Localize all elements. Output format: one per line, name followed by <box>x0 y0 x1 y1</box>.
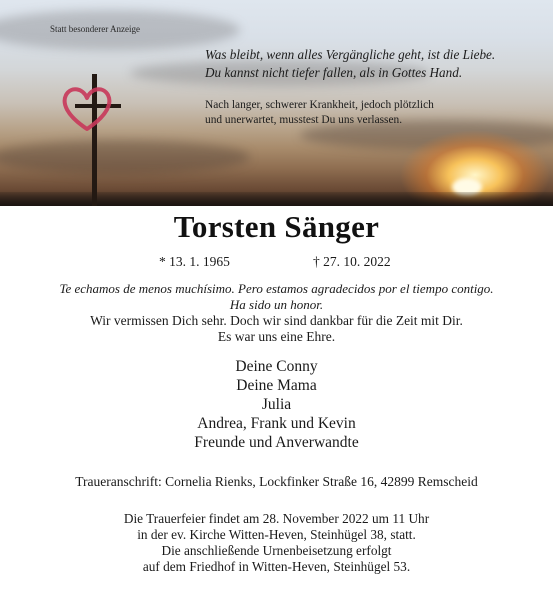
message-line: Es war uns eine Ehre. <box>217 329 336 344</box>
funeral-line: Die anschließende Urnenbeisetzung erfolgt <box>161 543 392 558</box>
mourner: Freunde und Anverwandte <box>194 434 359 451</box>
heart-icon <box>60 83 114 133</box>
mourner: Julia <box>261 396 292 413</box>
mourner: Deine Mama <box>236 377 317 394</box>
header-note: Statt besonderer Anzeige <box>50 24 140 34</box>
header-photo <box>0 0 553 206</box>
message-line: Te echamos de menos muchísimo. Pero estamos agradecidos por el tiempo contigo. <box>59 281 494 296</box>
poem-line: Du kannst nicht tiefer fallen, als in Gottes Hand. <box>205 65 463 80</box>
funeral-line: Die Trauerfeier findet am 28. November 2022 um 11 Uhr <box>123 511 430 526</box>
mourner: Andrea, Frank und Kevin <box>197 415 356 432</box>
german-message <box>0 313 553 345</box>
intro-text <box>205 98 545 128</box>
mourning-address: Traueranschrift: Cornelia Rienks, Lockfinker Straße 16, 42899 Remscheid <box>75 474 478 489</box>
message-line: Ha sido un honor. <box>229 297 324 312</box>
funeral-line: in der ev. Kirche Witten-Heven, Steinhügel 38, statt. <box>137 527 416 542</box>
deceased-name: Torsten Sänger <box>173 209 380 244</box>
intro-line: und unerwartet, musstest Du uns verlassen. <box>205 114 403 126</box>
treeline <box>0 192 553 206</box>
mourner: Deine Conny <box>235 358 318 375</box>
intro-line: Nach langer, schwerer Krankheit, jedoch plötzlich <box>205 99 434 111</box>
funeral-line: auf dem Friedhof in Witten-Heven, Steinhügel 53. <box>142 559 411 574</box>
message-line: Wir vermissen Dich sehr. Doch wir sind dankbar für die Zeit mit Dir. <box>90 313 463 328</box>
cloud <box>0 140 250 174</box>
funeral-details <box>0 511 553 575</box>
mourners-list <box>0 357 553 452</box>
poem <box>205 46 545 82</box>
death-date: † 27. 10. 2022 <box>313 254 391 269</box>
birth-date: * 13. 1. 1965 <box>159 254 230 269</box>
poem-line: Was bleibt, wenn alles Vergängliche geht, ist die Liebe. <box>205 47 496 62</box>
spanish-message <box>0 281 553 313</box>
life-dates <box>0 254 553 270</box>
